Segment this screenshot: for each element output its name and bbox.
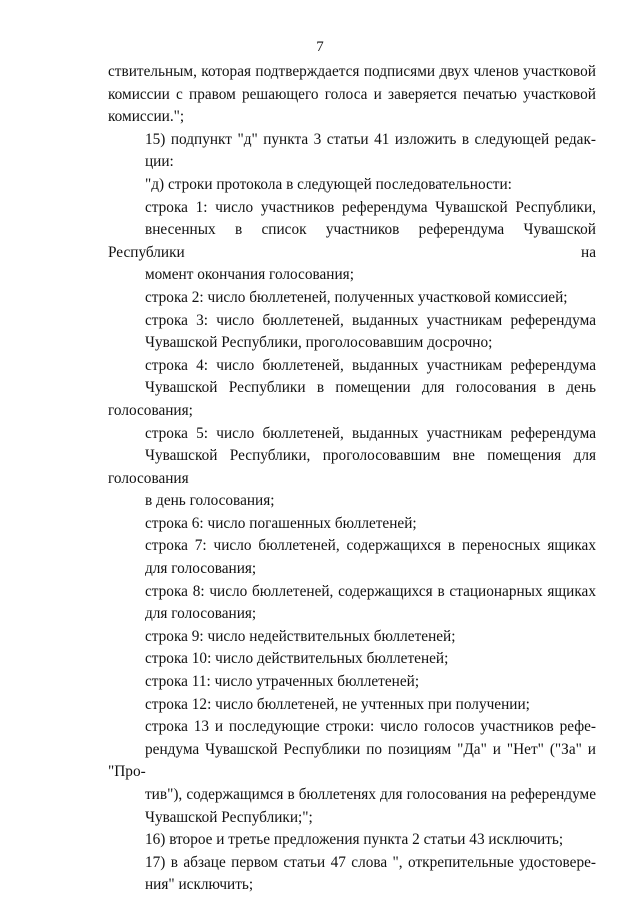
text-line: строка 6: число погашенных бюллетеней; [145, 514, 417, 532]
paragraph [108, 694, 596, 717]
text-line: комиссии с правом решающего голоса и заверяется печатью участковой [108, 85, 596, 103]
paragraph [108, 61, 596, 129]
paragraph [108, 423, 596, 513]
text-line: Чувашской Республики, проголосовавшим вне помещения для голосования [108, 447, 596, 487]
text-line: момент окончания голосования; [145, 266, 354, 284]
text-line: для голосования; [145, 560, 257, 578]
text-line: строка 8: число бюллетеней, содержащихся в стационарных ящиках [145, 582, 596, 600]
paragraph [108, 197, 596, 287]
paragraph [108, 310, 596, 355]
paragraph [108, 716, 596, 829]
paragraph [108, 174, 596, 197]
text-line: строка 7: число бюллетеней, содержащихся в переносных ящиках [145, 537, 596, 555]
paragraph [108, 287, 596, 310]
paragraph [108, 852, 596, 897]
text-line: строка 1: число участников референдума Чувашской Республики, [145, 198, 596, 216]
text-line: строка 5: число бюллетеней, выданных участникам референдума [145, 424, 596, 442]
text-line: Чувашской Республики в помещении для голосования в день голосования; [108, 379, 596, 419]
text-line: тив"), содержащимся в бюллетенях для голосования на референдуме [145, 786, 596, 803]
paragraph [108, 129, 596, 174]
text-line: рендума Чувашской Республики по позициям "Да" и "Нет" ("За" и "Про- [108, 740, 596, 781]
text-line: 16) второе и третье предложения пункта 2 статьи 43 исключить; [145, 831, 564, 849]
paragraph [108, 626, 596, 649]
text-line: строка 9: число недействительных бюллетеней; [145, 627, 456, 645]
paragraph [108, 829, 596, 852]
text-line: строка 3: число бюллетеней, выданных участникам референдума [145, 311, 596, 329]
text-line: 17) в абзаце первом статьи 47 слова ", открепительные удостовере- [145, 853, 596, 871]
text-line: строка 12: число бюллетеней, не учтенных при получении; [145, 695, 530, 713]
text-line: строка 2: число бюллетеней, полученных участковой комиссией; [145, 288, 568, 306]
text-line: строка 10: число действительных бюллетеней; [145, 650, 449, 668]
text-line: ния" исключить; [145, 876, 254, 894]
text-line: ции: [145, 153, 174, 171]
text-line: в день голосования; [145, 492, 275, 510]
paragraph [108, 535, 596, 580]
text-line: комиссии."; [108, 108, 185, 126]
text-line: строка 4: число бюллетеней, выданных участникам референдума [145, 356, 596, 374]
paragraph [108, 355, 596, 423]
text-line: внесенных в список участников референдума Чувашской Республики на [108, 221, 596, 261]
text-line: 15) подпункт "д" пункта 3 статьи 41 изложить в следующей редак- [145, 130, 596, 148]
paragraph [108, 648, 596, 671]
page-number: 7 [316, 39, 324, 55]
paragraph [108, 671, 596, 694]
text-line: ствительным, которая подтверждается подписями двух членов участковой [108, 63, 596, 80]
text-line: строка 13 и последующие строки: число голосов участников рефе- [145, 718, 596, 736]
paragraph [108, 581, 596, 626]
document-body [108, 61, 596, 897]
text-line: строка 11: число утраченных бюллетеней; [145, 673, 420, 691]
text-line: Чувашской Республики;"; [145, 808, 313, 826]
text-line: для голосования; [145, 605, 257, 623]
text-line: "д) строки протокола в следующей последовательности: [145, 175, 512, 193]
paragraph [108, 513, 596, 536]
text-line: Чувашской Республики, проголосовавшим досрочно; [145, 334, 493, 352]
